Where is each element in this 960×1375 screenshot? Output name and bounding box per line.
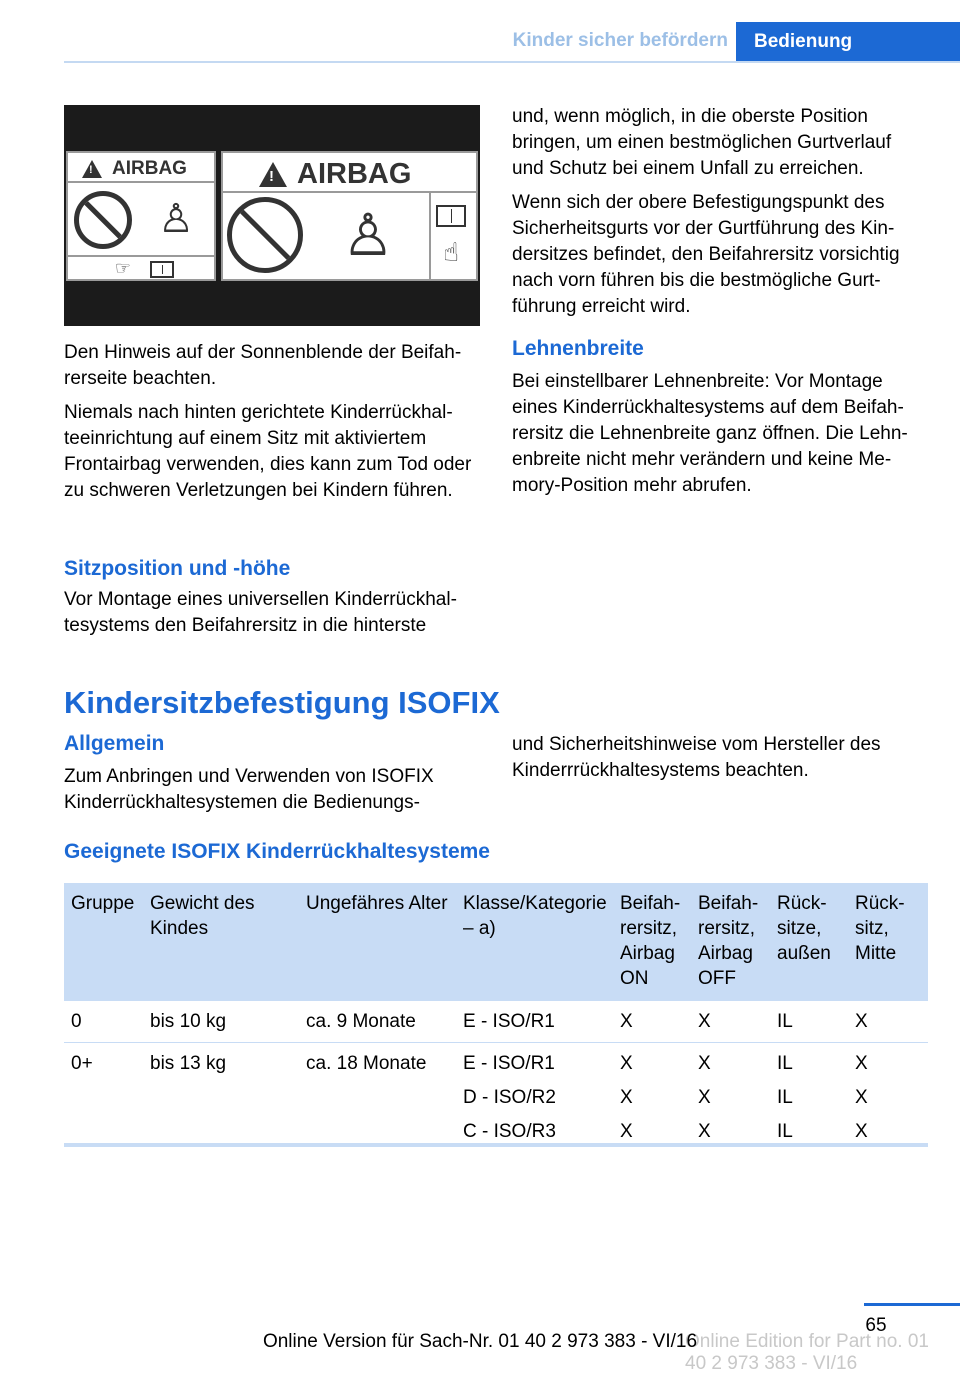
col-header-rear-middle: Rücksitz, Mitte (848, 883, 928, 1001)
belt-anchor-text: Wenn sich der obere Befestigungspunkt des Sicherheitsgurts vor der Gurtführung des Kindersitzes befindet, den Beifahrersitz vorsichtig nach vorn führen bis die bestmögliche Gurtführung erreicht wird. (512, 192, 900, 317)
online-version-note: Online Version für Sach-Nr. 01 40 2 973 383 - VI/16 (262, 1331, 698, 1352)
header-section-title: Kinder sicher befördern (512, 30, 728, 51)
pointing-hand-icon: ☞ (114, 258, 132, 278)
pointing-hand-icon: ☝ (443, 237, 459, 267)
rear-facing-warning: Niemals nach hinten gerichtete Kinderrückhalteeinrichtung auf einem Sitz mit aktiviertem Frontairbag verwenden, dies kann zum Tod oder zu schweren Verletzungen bei Kindern führen. (64, 402, 472, 501)
airbag-warning-image (64, 105, 480, 326)
watermark: Online Edition for Part no. 01 40 2 973 383 - VI/16 (685, 1331, 929, 1374)
airbag-sticker-large-title: AIRBAG (297, 158, 412, 190)
header-rule (64, 61, 960, 63)
table-row: 0 bis 10 kg ca. 9 Monate E - ISO/R1 X X IL X (64, 1001, 928, 1043)
airbag-sticker-small-title: AIRBAG (112, 158, 187, 179)
col-header-rear-outer: Rücksitze, außen (770, 883, 848, 1001)
table-bottom-rule (64, 1143, 928, 1147)
heading-seat-position: Sitzposition und -höhe (64, 557, 291, 580)
top-position-text: und, wenn möglich, in die oberste Position bringen, um einen bestmöglichen Gurtverlauf und Schutz bei einem Unfall zu erreichen. (512, 106, 892, 179)
col-header-weight: Gewicht des Kindes (143, 883, 299, 1001)
isofix-general-right: und Sicherheitshinweise vom Hersteller des Kinderrrückhaltesystems beachten. (512, 734, 881, 781)
isofix-general-left: Zum Anbringen und Verwenden von ISOFIX Kinderrückhaltesystemen die Bedienungs- (64, 766, 434, 813)
heading-general: Allgemein (64, 732, 165, 755)
col-header-class: Klasse/Kategorie – a) (456, 883, 613, 1001)
airbag-sticker-small (66, 151, 216, 281)
no-rear-facing-seat-icon (74, 191, 132, 249)
footer-rule (864, 1303, 960, 1306)
heading-suitable-systems: Geeignete ISOFIX Kinderrückhaltesysteme (64, 840, 490, 863)
right-column (512, 104, 928, 328)
manual-book-icon (436, 205, 466, 227)
child-seat-airbag-icon: ♙ (342, 203, 394, 268)
col-header-passenger-airbag-off: Beifahrersitz, Airbag OFF (691, 883, 770, 1001)
airbag-sticker-large (221, 151, 478, 281)
sun-visor-note: Den Hinweis auf der Sonnenblende der Beifahrerseite beachten. (64, 342, 462, 389)
left-column (64, 340, 480, 512)
col-header-group: Gruppe (64, 883, 143, 1001)
heading-backrest-width: Lehnenbreite (512, 337, 644, 360)
page-number: 65 (865, 1315, 887, 1336)
isofix-table (64, 883, 928, 1161)
child-seat-airbag-icon: ♙ (158, 197, 194, 241)
table-header-row (64, 883, 928, 1001)
heading-isofix: Kindersitzbefestigung ISOFIX (64, 685, 500, 720)
warning-triangle-icon (259, 162, 287, 187)
header-chapter-tab: Bedienung (736, 22, 960, 63)
col-header-age: Ungefähres Alter (299, 883, 456, 1001)
col-header-passenger-airbag-on: Beifahrersitz, Airbag ON (613, 883, 691, 1001)
manual-book-icon (150, 261, 174, 278)
no-rear-facing-seat-icon (227, 197, 303, 273)
table-row: 0+ bis 13 kg ca. 18 Monate E - ISO/R1 D - ISO/R2 C - ISO/R3 X X X X X X IL IL IL X X X (71, 1053, 868, 1142)
backrest-width-text: Bei einstellbarer Lehnenbreite: Vor Montage eines Kinderrückhaltesystems auf dem Beifahrersitz die Lehnenbreite ganz öffnen. Die Lehnenbreite nicht mehr verändern und keine Memory-Position mehr abrufen. (512, 371, 908, 496)
seat-position-text: Vor Montage eines universellen Kinderrückhaltesystems den Beifahrersitz in die hinterste (64, 589, 457, 636)
warning-triangle-icon (82, 160, 102, 178)
